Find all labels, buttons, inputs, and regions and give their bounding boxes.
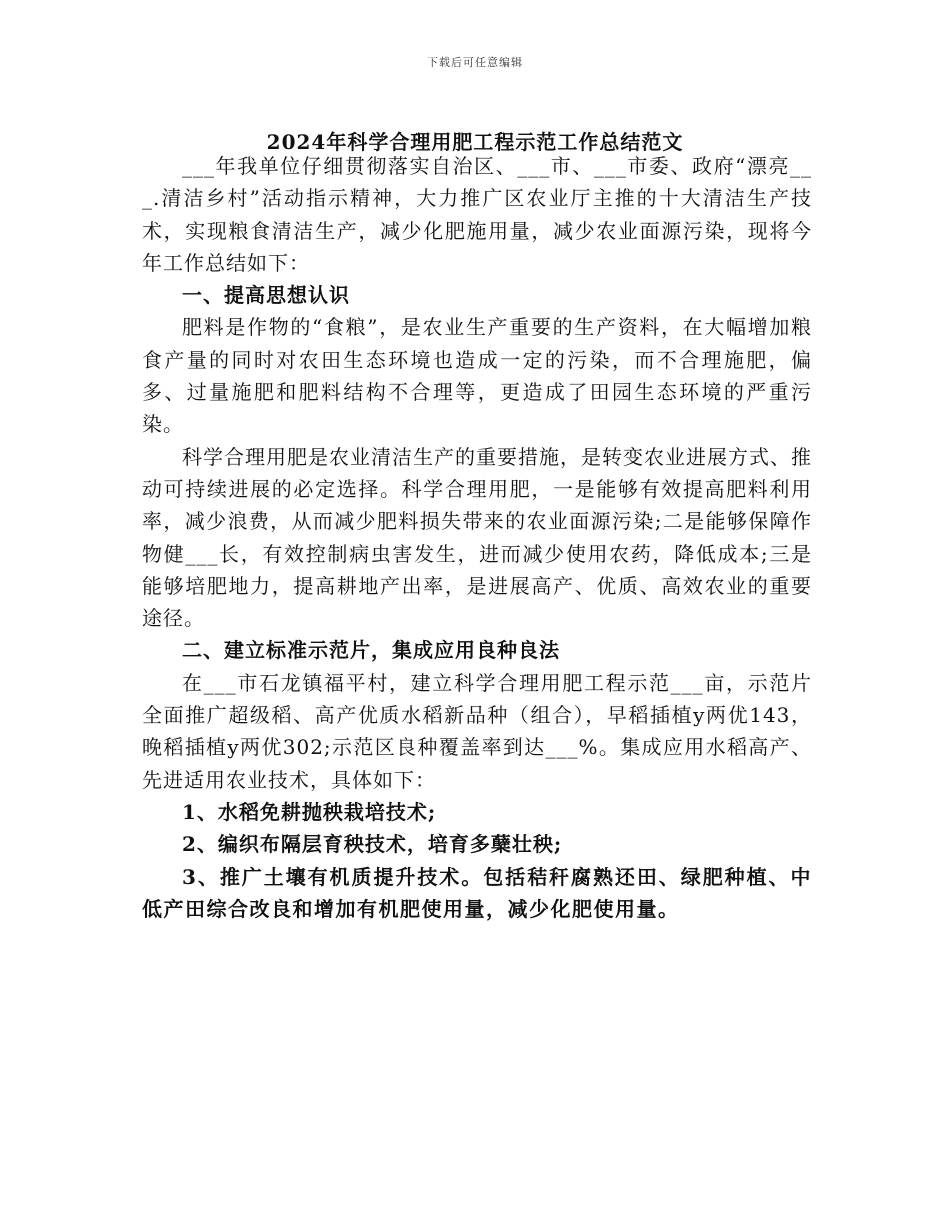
body-paragraph: 肥料是作物的“食粮”，是农业生产重要的生产资料，在大幅增加粮食产量的同时对农田生态环境也造成一定的污染，而不合理施肥，偏多、过量施肥和肥料结构不合理等，更造成了田园生态环境的严重污染。 [142,315,812,437]
section-heading-1: 一、提高思想认识 [182,283,350,308]
body-paragraph: 科学合理用肥是农业清洁生产的重要措施，是转变农业进展方式、推动可持续进展的必定选择。科学合理用肥，一是能够有效提高肥料利用率，减少浪费，从而减少肥料损失带来的农业面源污染;二是能够保障作物健___长，有效控制病虫害发生，进而减少使用农药，降低成本;三是能够培肥地力，提高耕地产出率，是进展高产、优质、高效农业的重要途径。 [142,444,812,631]
list-item: 2、编织布隔层育秧技术，培育多蘖壮秧; [182,832,563,857]
header-note: 下载后可任意编辑 [427,56,523,69]
document-title: 2024年科学合理用肥工程示范工作总结范文 [266,130,684,154]
body-paragraph: 在___市石龙镇福平村，建立科学合理用肥工程示范___亩，示范片全面推广超级稻、高产优质水稻新品种（组合），早稻插植y两优143，晚稻插植y两优302;示范区良种覆盖率到达___%。集成应用水稻高产、先进适用农业技术，具体如下： [142,670,812,792]
document-body [142,150,812,925]
section-heading-2: 二、建立标准示范片，集成应用良种良法 [182,638,560,663]
list-item: 1、水稻免耕抛秧栽培技术; [182,799,437,824]
list-item: 3、推广土壤有机质提升技术。包括秸秆腐熟还田、绿肥种植、中低产田综合改良和增加有机肥使用量，减少化肥使用量。 [142,864,812,921]
intro-paragraph: ___年我单位仔细贯彻落实自治区、___市、___市委、政府“漂亮___.清洁乡村”活动指示精神，大力推广区农业厅主推的十大清洁生产技术，实现粮食清洁生产，减少化肥施用量，减少农业面源污染，现将今年工作总结如下： [142,154,812,275]
